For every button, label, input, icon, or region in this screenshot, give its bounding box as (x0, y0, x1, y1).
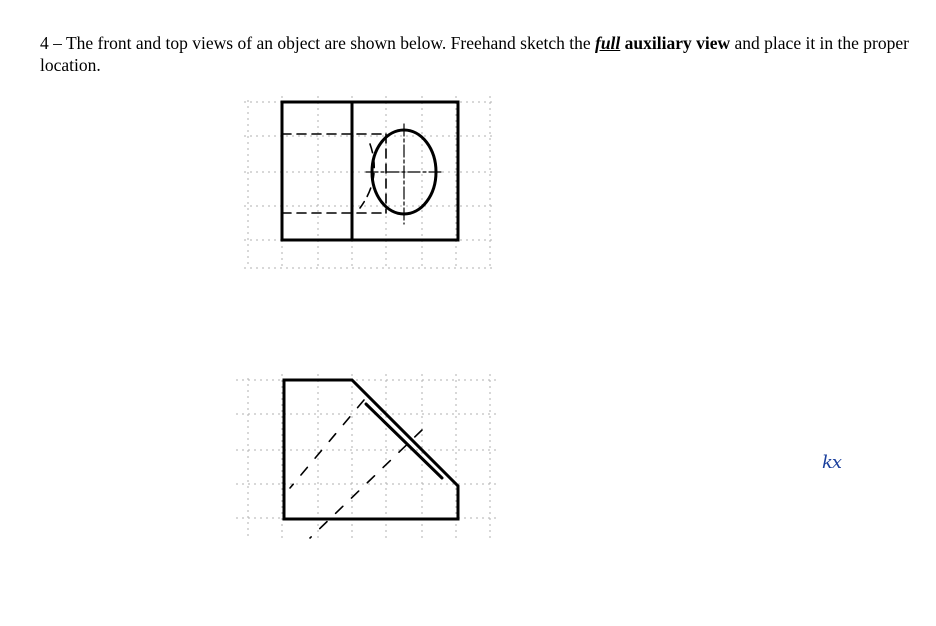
emphasis-auxiliary-view: auxiliary view (624, 33, 731, 53)
top-view-outline (282, 102, 458, 240)
front-view-chamfer-edge (366, 404, 442, 478)
top-view (282, 102, 458, 240)
question-text-before: The front and top views of an object are shown below. Freehand sketch the (65, 33, 595, 53)
question-dash: – (53, 33, 62, 53)
question-number: 4 (40, 33, 49, 53)
front-view-outline (284, 380, 458, 519)
signature: kx (822, 452, 842, 473)
front-view (284, 380, 458, 538)
emphasis-full: full (595, 33, 621, 53)
question-text-after: and place it in the proper location. (40, 33, 909, 75)
